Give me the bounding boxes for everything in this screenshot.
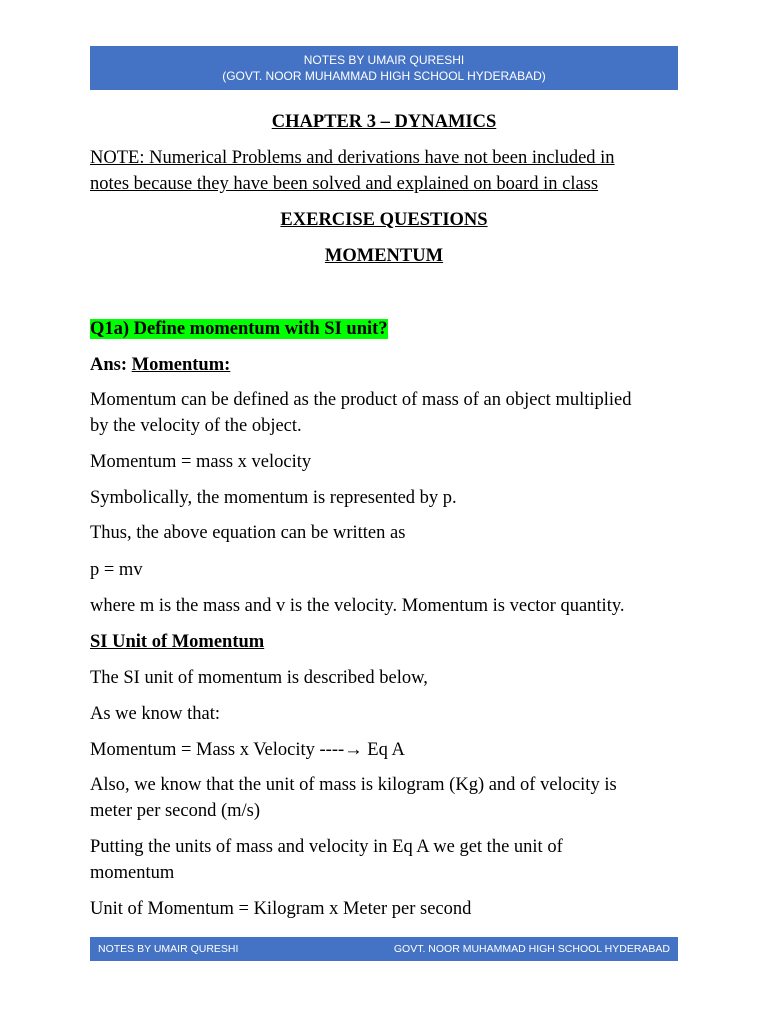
equation-a: Momentum = Mass x Velocity ----→ Eq A [90, 740, 405, 760]
topic-heading: MOMENTUM [324, 246, 444, 266]
as-we-know: As we know that: [90, 704, 220, 724]
thus-text: Thus, the above equation can be written as [90, 523, 406, 543]
symbol-text: Symbolically, the momentum is represented by p. [90, 488, 457, 508]
formula-symbols: p = mv [90, 560, 143, 580]
header-school: (GOVT. NOOR MUHAMMAD HIGH SCHOOL HYDERABAD) [222, 69, 546, 83]
section-heading: EXERCISE QUESTIONS [280, 210, 488, 230]
footer-author: NOTES BY UMAIR QURESHI [98, 943, 239, 955]
footer-banner [90, 937, 678, 961]
answer-term: Momentum: [131, 355, 231, 375]
note-line-2: notes because they have been solved and explained on board in class [90, 174, 599, 194]
header-banner [90, 46, 678, 90]
footer-school: GOVT. NOOR MUHAMMAD HIGH SCHOOL HYDERABAD [393, 943, 670, 955]
note-line-1: NOTE: Numerical Problems and derivations have not been included in [90, 148, 615, 168]
putting-line-2: momentum [90, 863, 175, 883]
si-heading: SI Unit of Momentum [90, 632, 265, 652]
where-text: where m is the mass and v is the velocity. Momentum is vector quantity. [90, 596, 625, 616]
answer-line [90, 352, 678, 378]
si-intro: The SI unit of momentum is described below, [90, 668, 428, 688]
question-text: Q1a) Define momentum with SI unit? [90, 319, 388, 339]
formula-words: Momentum = mass x velocity [90, 452, 312, 472]
chapter-title: CHAPTER 3 – DYNAMICS [271, 112, 497, 132]
unit-result: Unit of Momentum = Kilogram x Meter per second [90, 899, 472, 919]
units-line-1: Also, we know that the unit of mass is kilogram (Kg) and of velocity is [90, 775, 617, 795]
definition-line-1: Momentum can be defined as the product of mass of an object multiplied [90, 390, 632, 410]
putting-line-1: Putting the units of mass and velocity in Eq A we get the unit of [90, 837, 563, 857]
answer-prefix: Ans: [90, 355, 128, 375]
units-line-2: meter per second (m/s) [90, 801, 261, 821]
definition-line-2: by the velocity of the object. [90, 416, 302, 436]
header-author: NOTES BY UMAIR QURESHI [303, 53, 465, 67]
question-line [90, 316, 678, 342]
